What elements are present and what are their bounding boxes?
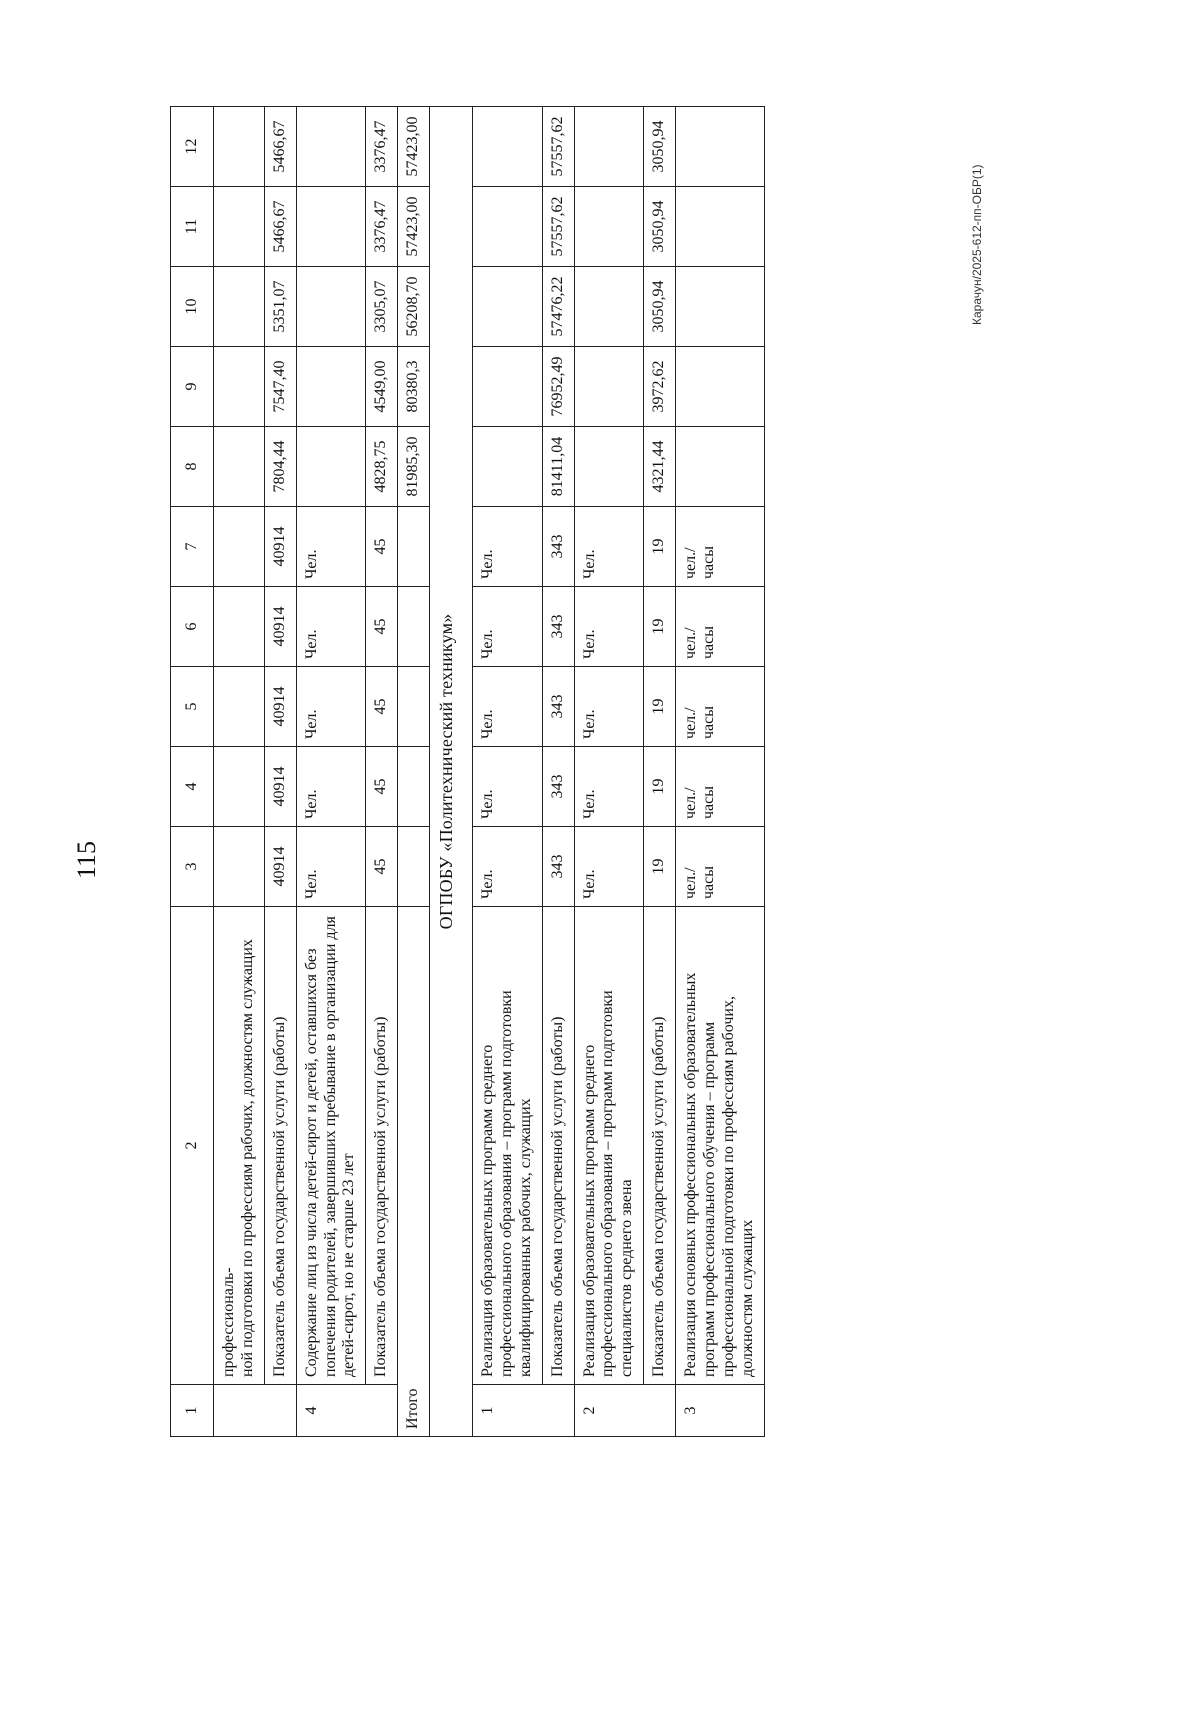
- unit-col-6: Чел.: [473, 587, 543, 667]
- total-cell-col-3: [398, 827, 430, 907]
- value-col-11: 5466,67: [264, 187, 296, 267]
- unit-col-9: [296, 347, 366, 427]
- value-col-4: 40914: [264, 747, 296, 827]
- value-col-7: [214, 507, 265, 587]
- unit-col-3: Чел.: [296, 827, 366, 907]
- column-header-7: 7: [171, 507, 214, 587]
- indicator-row: [644, 107, 676, 1437]
- value-col-11: 3376,47: [366, 187, 398, 267]
- unit-col-8: [473, 427, 543, 507]
- service-name: профессиональ- ной подготовки по профессиям рабочих, должностям служащих: [214, 907, 265, 1385]
- value-col-12: [214, 107, 265, 187]
- value-col-3: 19: [644, 827, 676, 907]
- value-col-7: 19: [644, 507, 676, 587]
- column-header-5: 5: [171, 667, 214, 747]
- value-col-8: 81411,04: [542, 427, 574, 507]
- value-col-6: 19: [644, 587, 676, 667]
- total-value-col-10: 56208,70: [398, 267, 430, 347]
- value-col-6: 40914: [264, 587, 296, 667]
- indicator-row: [366, 107, 398, 1437]
- header-row: [171, 107, 214, 1437]
- unit-col-8: [676, 427, 765, 507]
- total-value-col-9: 80380,3: [398, 347, 430, 427]
- indicator-name: Показатель объема государственной услуги (работы): [542, 907, 574, 1385]
- unit-col-12: [574, 107, 644, 187]
- total-cell-col-7: [398, 507, 430, 587]
- value-col-7: 45: [366, 507, 398, 587]
- service-name: Содержание лиц из числа детей-сирот и детей, оставшихся без попечения родителей, завершивших пребывание в организации для детей-сирот, но не старше 23 лет: [296, 907, 366, 1385]
- unit-col-11: [676, 187, 765, 267]
- value-col-10: [214, 267, 265, 347]
- column-header-11: 11: [171, 187, 214, 267]
- value-col-8: 4828,75: [366, 427, 398, 507]
- total-cell-col-4: [398, 747, 430, 827]
- total-cell-col-6: [398, 587, 430, 667]
- unit-col-5: Чел.: [473, 667, 543, 747]
- unit-col-10: [676, 267, 765, 347]
- indicator-name: Показатель объема государственной услуги (работы): [264, 907, 296, 1385]
- service-name: Реализация основных профессиональных образовательных программ профессионального обучения – программ профессиональной подготовки по профессиям рабочих, должностям служащих: [676, 907, 765, 1385]
- value-col-9: 3972,62: [644, 347, 676, 427]
- column-header-1: 1: [171, 1385, 214, 1437]
- section-row: [430, 107, 473, 1437]
- unit-col-4: Чел.: [296, 747, 366, 827]
- row-number: 1: [473, 1385, 575, 1437]
- value-col-11: 57557,62: [542, 187, 574, 267]
- value-col-6: 343: [542, 587, 574, 667]
- rotated-table-container: [170, 107, 1053, 1437]
- value-col-11: 3050,94: [644, 187, 676, 267]
- unit-col-3: чел./ часы: [676, 827, 765, 907]
- indicator-row: [264, 107, 296, 1437]
- value-col-9: 7547,40: [264, 347, 296, 427]
- value-col-9: 76952,49: [542, 347, 574, 427]
- unit-col-4: чел./ часы: [676, 747, 765, 827]
- unit-col-6: чел./ часы: [676, 587, 765, 667]
- total-value-col-12: 57423,00: [398, 107, 430, 187]
- value-col-9: [214, 347, 265, 427]
- indicator-name: Показатель объема государственной услуги (работы): [644, 907, 676, 1385]
- value-col-10: 3050,94: [644, 267, 676, 347]
- budget-table: [170, 106, 765, 1437]
- column-header-4: 4: [171, 747, 214, 827]
- column-header-9: 9: [171, 347, 214, 427]
- unit-col-12: [676, 107, 765, 187]
- row-number: 3: [676, 1385, 765, 1437]
- indicator-name: Показатель объема государственной услуги (работы): [366, 907, 398, 1385]
- page-number: 115: [72, 840, 101, 880]
- value-col-12: 5466,67: [264, 107, 296, 187]
- value-col-4: 45: [366, 747, 398, 827]
- unit-col-8: [574, 427, 644, 507]
- service-row: [296, 107, 366, 1437]
- unit-col-3: Чел.: [574, 827, 644, 907]
- unit-col-7: Чел.: [473, 507, 543, 587]
- value-col-3: 45: [366, 827, 398, 907]
- section-title: ОГПОБУ «Политехнический техникум»: [430, 107, 473, 1437]
- unit-col-5: Чел.: [296, 667, 366, 747]
- total-value-col-11: 57423,00: [398, 187, 430, 267]
- value-col-12: 3050,94: [644, 107, 676, 187]
- total-cell-col-5: [398, 667, 430, 747]
- column-header-6: 6: [171, 587, 214, 667]
- value-col-11: [214, 187, 265, 267]
- unit-col-10: [473, 267, 543, 347]
- total-label: Итого: [398, 907, 430, 1437]
- unit-col-11: [574, 187, 644, 267]
- value-col-8: [214, 427, 265, 507]
- value-col-5: 19: [644, 667, 676, 747]
- unit-col-7: Чел.: [296, 507, 366, 587]
- value-col-5: 40914: [264, 667, 296, 747]
- unit-col-11: [296, 187, 366, 267]
- unit-col-9: [676, 347, 765, 427]
- value-col-5: 343: [542, 667, 574, 747]
- value-col-5: [214, 667, 265, 747]
- unit-col-7: Чел.: [574, 507, 644, 587]
- value-col-10: 5351,07: [264, 267, 296, 347]
- value-col-4: [214, 747, 265, 827]
- value-col-6: [214, 587, 265, 667]
- unit-col-7: чел./ часы: [676, 507, 765, 587]
- service-name: Реализация образовательных программ среднего профессионального образования – программ подготовки специалистов среднего звена: [574, 907, 644, 1385]
- column-header-2: 2: [171, 907, 214, 1385]
- service-row: [473, 107, 543, 1437]
- row-number: 2: [574, 1385, 676, 1437]
- value-col-3: [214, 827, 265, 907]
- service-row: [676, 107, 765, 1437]
- value-col-7: 40914: [264, 507, 296, 587]
- value-col-8: 7804,44: [264, 427, 296, 507]
- table-body: [214, 107, 765, 1437]
- row-number: 4: [296, 1385, 398, 1437]
- unit-col-10: [296, 267, 366, 347]
- value-col-10: 57476,22: [542, 267, 574, 347]
- unit-col-9: [473, 347, 543, 427]
- continuation-row: [214, 107, 265, 1437]
- unit-col-9: [574, 347, 644, 427]
- registry-stamp: Карачун/2025-612-пп-ОБР(1): [970, 164, 984, 325]
- value-col-12: 3376,47: [366, 107, 398, 187]
- unit-col-6: Чел.: [574, 587, 644, 667]
- unit-col-4: Чел.: [574, 747, 644, 827]
- value-col-3: 343: [542, 827, 574, 907]
- unit-col-11: [473, 187, 543, 267]
- unit-col-3: Чел.: [473, 827, 543, 907]
- unit-col-10: [574, 267, 644, 347]
- unit-col-4: Чел.: [473, 747, 543, 827]
- value-col-4: 19: [644, 747, 676, 827]
- total-row: [398, 107, 430, 1437]
- total-value-col-8: 81985,30: [398, 427, 430, 507]
- value-col-9: 4549,00: [366, 347, 398, 427]
- column-header-3: 3: [171, 827, 214, 907]
- value-col-4: 343: [542, 747, 574, 827]
- column-header-12: 12: [171, 107, 214, 187]
- indicator-row: [542, 107, 574, 1437]
- unit-col-12: [296, 107, 366, 187]
- column-header-8: 8: [171, 427, 214, 507]
- unit-col-6: Чел.: [296, 587, 366, 667]
- value-col-5: 45: [366, 667, 398, 747]
- value-col-10: 3305,07: [366, 267, 398, 347]
- row-number-empty: [214, 1385, 297, 1437]
- column-header-10: 10: [171, 267, 214, 347]
- value-col-3: 40914: [264, 827, 296, 907]
- service-row: [574, 107, 644, 1437]
- unit-col-5: чел./ часы: [676, 667, 765, 747]
- unit-col-12: [473, 107, 543, 187]
- unit-col-8: [296, 427, 366, 507]
- service-name: Реализация образовательных программ среднего профессионального образования – программ подготовки квалифицированных рабочих, служащих: [473, 907, 543, 1385]
- value-col-6: 45: [366, 587, 398, 667]
- value-col-8: 4321,44: [644, 427, 676, 507]
- value-col-7: 343: [542, 507, 574, 587]
- value-col-12: 57557,62: [542, 107, 574, 187]
- unit-col-5: Чел.: [574, 667, 644, 747]
